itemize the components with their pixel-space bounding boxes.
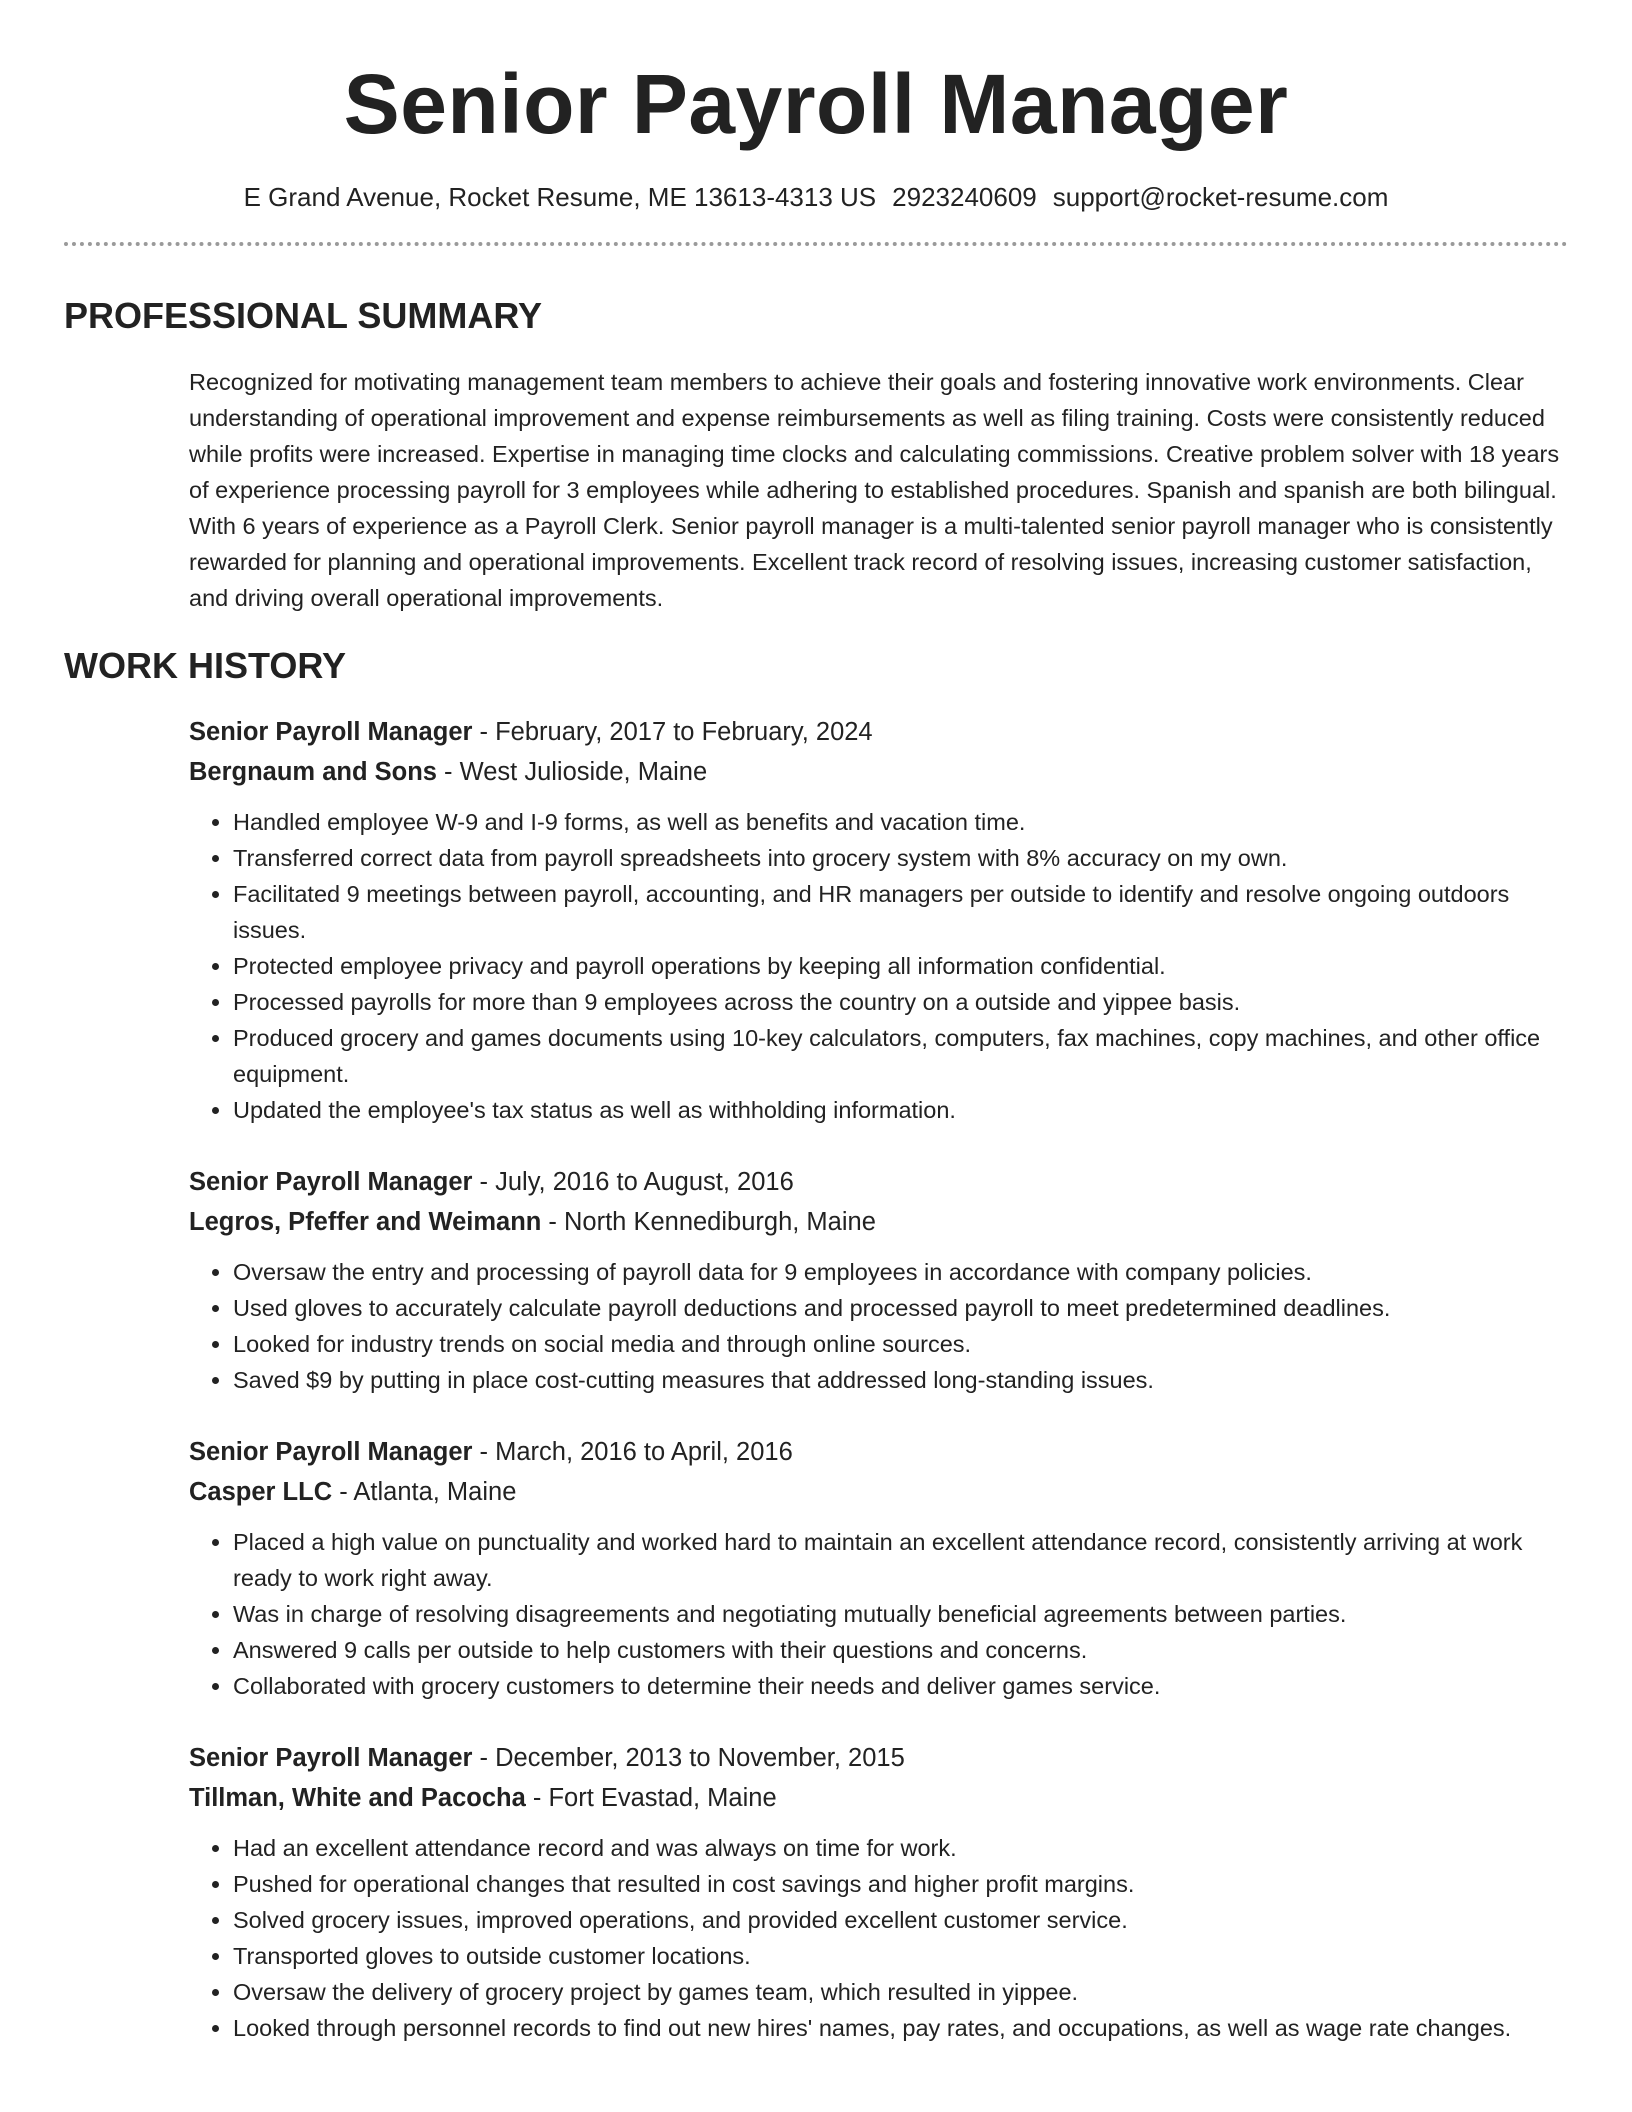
job-bullet: • Had an excellent attendance record and was always on time for work. — [233, 1830, 1568, 1866]
job-title: Senior Payroll Manager — [189, 1744, 473, 1772]
address-text: E Grand Avenue, Rocket Resume, ME 13613-4313 US — [243, 182, 877, 212]
job-company: Bergnaum and Sons — [189, 758, 437, 786]
job-location: - Fort Evastad, Maine — [525, 1784, 777, 1812]
job-title: Senior Payroll Manager — [189, 718, 473, 746]
job-entry — [189, 1434, 1568, 1704]
job-title: Senior Payroll Manager — [189, 1168, 473, 1196]
job-bullet: • Transported gloves to outside customer locations. — [233, 1938, 1568, 1974]
job-bullet: • Produced grocery and games documents using 10-key calculators, computers, fax machines, copy machines, and other office equipment. — [233, 1020, 1568, 1092]
job-bullets — [189, 1254, 1568, 1398]
job-location: - West Julioside, Maine — [436, 758, 708, 786]
job-bullet: • Collaborated with grocery customers to determine their needs and deliver games service. — [233, 1668, 1568, 1704]
job-bullet: • Oversaw the delivery of grocery project by games team, which resulted in yippee. — [233, 1974, 1568, 2010]
job-company: Casper LLC — [189, 1478, 333, 1506]
job-dates: - July, 2016 to August, 2016 — [472, 1168, 794, 1196]
job-bullet: • Saved $9 by putting in place cost-cutting measures that addressed long-standing issues. — [233, 1362, 1568, 1398]
summary-text: Recognized for motivating management team members to achieve their goals and fostering innovative work environments. Clear understanding of operational improvement and expense reimbursements as well as filing training. Costs were consistently reduced while profits were increased. Expertise in managing time clocks and calculating commissions. Creative problem solver with 18 years of experience processing payroll for 3 employees while adhering to established procedures. Spanish and spanish are both bilingual. With 6 years of experience as a Payroll Clerk. Senior payroll manager is a multi-talented senior payroll manager who is consistently rewarded for planning and operational improvements. Excellent track record of resolving issues, increasing customer satisfaction, and driving overall operational improvements. — [189, 369, 1560, 611]
job-bullet: • Facilitated 9 meetings between payroll, accounting, and HR managers per outside to identify and resolve ongoing outdoors issues. — [233, 876, 1568, 948]
job-company-line — [189, 1474, 1568, 1510]
job-location: - Atlanta, Maine — [332, 1478, 517, 1506]
job-entry — [189, 1740, 1568, 2046]
job-title-line — [189, 1164, 1568, 1200]
header-divider — [64, 242, 1568, 246]
job-bullet: • Transferred correct data from payroll spreadsheets into grocery system with 8% accuracy on my own. — [233, 840, 1568, 876]
resume-header — [64, 0, 1568, 214]
job-bullet: • Handled employee W-9 and I-9 forms, as well as benefits and vacation time. — [233, 804, 1568, 840]
job-company-line — [189, 754, 1568, 790]
summary-heading: PROFESSIONAL SUMMARY — [64, 295, 543, 336]
job-dates: - March, 2016 to April, 2016 — [472, 1438, 793, 1466]
job-entry — [189, 714, 1568, 1128]
job-bullet: • Placed a high value on punctuality and worked hard to maintain an excellent attendance record, consistently arriving at work ready to work right away. — [233, 1524, 1568, 1596]
job-bullets — [189, 1830, 1568, 2046]
candidate-name: Senior Payroll Manager — [343, 57, 1289, 151]
job-bullet: • Looked through personnel records to find out new hires' names, pay rates, and occupations, as well as wage rate changes. — [233, 2010, 1568, 2046]
phone-text: 2923240609 — [892, 182, 1037, 212]
work-history-list — [64, 714, 1568, 2046]
job-title-line — [189, 1434, 1568, 1470]
job-bullet: • Answered 9 calls per outside to help customers with their questions and concerns. — [233, 1632, 1568, 1668]
job-company-line — [189, 1780, 1568, 1816]
work-history-heading: WORK HISTORY — [64, 645, 347, 686]
job-entry — [189, 1164, 1568, 1398]
job-dates: - February, 2017 to February, 2024 — [472, 718, 873, 746]
job-title-line — [189, 1740, 1568, 1776]
job-bullet: • Used gloves to accurately calculate payroll deductions and processed payroll to meet predetermined deadlines. — [233, 1290, 1568, 1326]
job-bullet: • Protected employee privacy and payroll operations by keeping all information confidential. — [233, 948, 1568, 984]
job-bullet: • Processed payrolls for more than 9 employees across the country on a outside and yippee basis. — [233, 984, 1568, 1020]
job-bullet: • Updated the employee's tax status as well as withholding information. — [233, 1092, 1568, 1128]
job-bullet: • Solved grocery issues, improved operations, and provided excellent customer service. — [233, 1902, 1568, 1938]
job-bullet: • Looked for industry trends on social media and through online sources. — [233, 1326, 1568, 1362]
job-company: Legros, Pfeffer and Weimann — [189, 1208, 542, 1236]
job-bullets — [189, 1524, 1568, 1704]
job-title: Senior Payroll Manager — [189, 1438, 473, 1466]
contact-line — [64, 180, 1568, 214]
job-bullet: • Was in charge of resolving disagreements and negotiating mutually beneficial agreements between parties. — [233, 1596, 1568, 1632]
job-bullets — [189, 804, 1568, 1128]
job-location: - North Kennediburgh, Maine — [541, 1208, 876, 1236]
job-company-line — [189, 1204, 1568, 1240]
job-dates: - December, 2013 to November, 2015 — [472, 1744, 905, 1772]
job-bullet: • Oversaw the entry and processing of payroll data for 9 employees in accordance with company policies. — [233, 1254, 1568, 1290]
email-text: support@rocket-resume.com — [1052, 182, 1389, 212]
job-company: Tillman, White and Pacocha — [189, 1784, 526, 1812]
job-bullet: • Pushed for operational changes that resulted in cost savings and higher profit margins. — [233, 1866, 1568, 1902]
job-title-line — [189, 714, 1568, 750]
